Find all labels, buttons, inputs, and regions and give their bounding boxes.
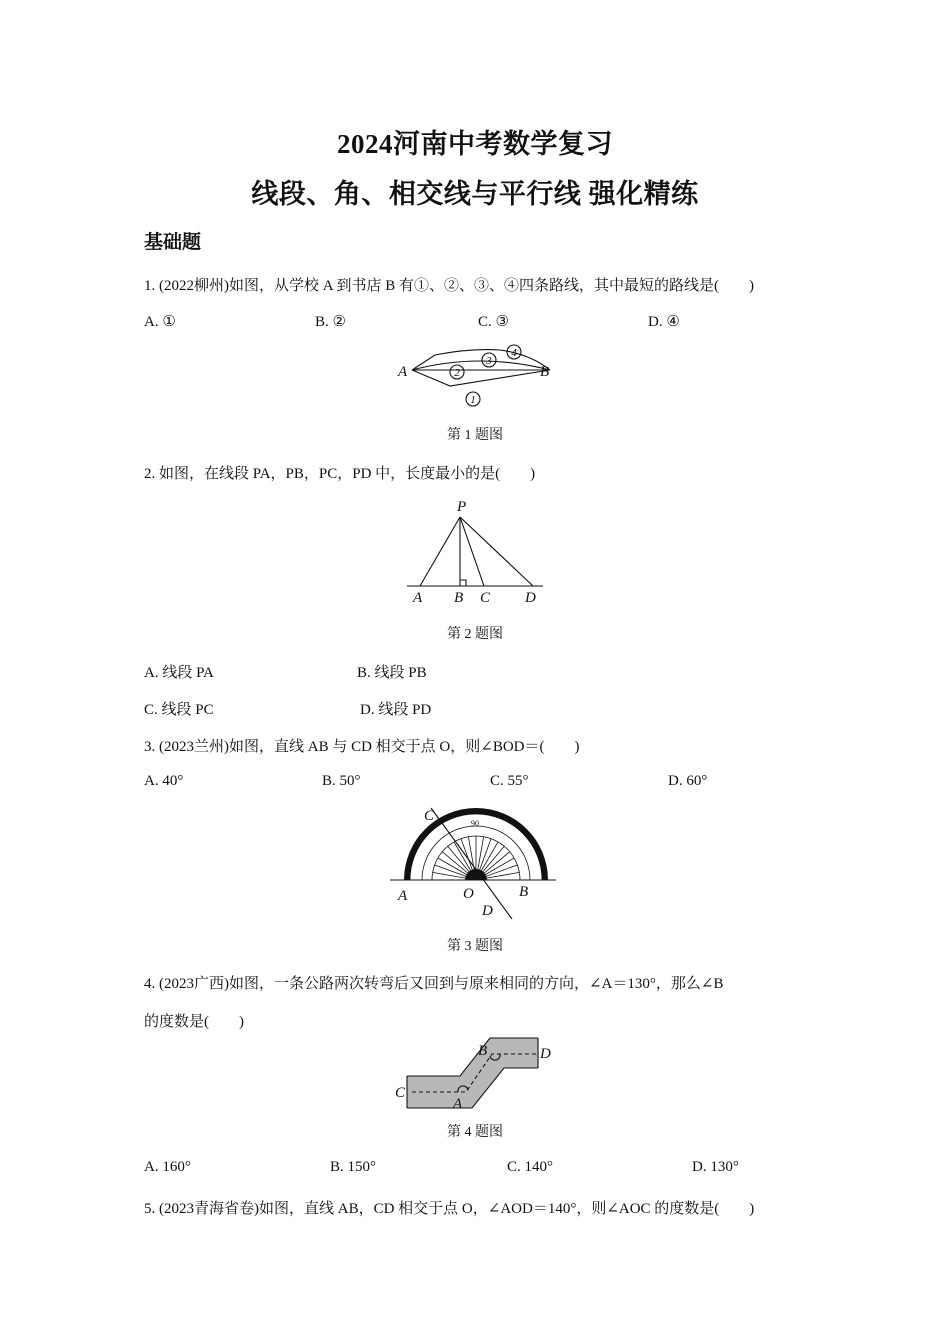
section-heading: 基础题 bbox=[144, 231, 202, 253]
figure-4-road bbox=[390, 1035, 560, 1115]
svg-text:A: A bbox=[398, 364, 408, 380]
page-subtitle: 线段、角、相交线与平行线 强化精练 bbox=[251, 179, 699, 209]
option-d[interactable]: D. ④ bbox=[648, 314, 680, 330]
svg-text:3: 3 bbox=[486, 355, 492, 367]
figure-4-caption: 第 4 题图 bbox=[447, 1125, 503, 1140]
figure-3-caption: 第 3 题图 bbox=[447, 939, 503, 954]
svg-text:D: D bbox=[540, 1046, 551, 1062]
question-number: 4. bbox=[144, 976, 156, 992]
question-4 bbox=[144, 972, 723, 993]
question-1 bbox=[144, 274, 754, 295]
figure-2-caption: 第 2 题图 bbox=[447, 627, 503, 642]
svg-text:A: A bbox=[413, 590, 423, 605]
figure-3-protractor bbox=[390, 800, 560, 920]
option-c[interactable]: C. ③ bbox=[478, 314, 509, 330]
svg-text:C: C bbox=[395, 1085, 406, 1101]
figure-1-caption: 第 1 题图 bbox=[447, 428, 503, 443]
option-c[interactable]: C. 140° bbox=[507, 1159, 554, 1175]
svg-text:D: D bbox=[482, 903, 493, 919]
question-number: 1. bbox=[144, 278, 156, 294]
question-5 bbox=[144, 1197, 754, 1218]
figure-1-routes bbox=[390, 340, 560, 415]
question-number: 2. bbox=[144, 466, 156, 482]
svg-text:B: B bbox=[454, 590, 464, 605]
option-a[interactable]: A. 160° bbox=[144, 1159, 191, 1175]
option-a[interactable]: A. 40° bbox=[144, 773, 184, 789]
question-text: 如图，在线段 PA，PB，PC，PD 中，长度最小的是( ) bbox=[159, 466, 536, 482]
svg-text:4: 4 bbox=[511, 347, 517, 359]
option-b[interactable]: B. 50° bbox=[322, 773, 361, 789]
question-text: (2022柳州)如图，从学校 A 到书店 B 有①、②、③、④四条路线，其中最短的路线是( ) bbox=[159, 278, 754, 294]
svg-text:O: O bbox=[463, 886, 474, 902]
figure-2-segments bbox=[395, 495, 555, 605]
option-d[interactable]: D. 60° bbox=[668, 773, 708, 789]
svg-text:B: B bbox=[478, 1043, 488, 1059]
question-text: (2023青海省卷)如图，直线 AB，CD 相交于点 O，∠AOD＝140°，则∠AOC 的度数是( ) bbox=[159, 1201, 755, 1217]
svg-text:D: D bbox=[525, 590, 536, 605]
option-b[interactable]: B. 150° bbox=[330, 1159, 377, 1175]
option-c[interactable]: C. 55° bbox=[490, 773, 529, 789]
question-number: 5. bbox=[144, 1201, 156, 1217]
svg-text:2: 2 bbox=[454, 367, 460, 379]
svg-text:A: A bbox=[398, 888, 408, 904]
option-a[interactable]: A. ① bbox=[144, 314, 176, 330]
option-c[interactable]: C. 线段 PC bbox=[144, 702, 214, 718]
question-text: (2023广西)如图，一条公路两次转弯后又回到与原来相同的方向，∠A＝130°，那么∠B bbox=[159, 976, 724, 992]
question-2 bbox=[144, 462, 535, 483]
option-a[interactable]: A. 线段 PA bbox=[144, 665, 214, 681]
option-b[interactable]: B. ② bbox=[315, 314, 346, 330]
svg-text:90: 90 bbox=[471, 819, 479, 828]
page-title: 2024河南中考数学复习 bbox=[337, 129, 613, 159]
svg-text:C: C bbox=[480, 590, 491, 605]
svg-text:P: P bbox=[457, 499, 467, 515]
question-4-continued: 的度数是( ) bbox=[144, 1014, 244, 1030]
svg-text:C: C bbox=[424, 808, 435, 824]
svg-text:1: 1 bbox=[470, 394, 476, 406]
option-b[interactable]: B. 线段 PB bbox=[357, 665, 427, 681]
question-3 bbox=[144, 735, 579, 756]
option-d[interactable]: D. 130° bbox=[692, 1159, 739, 1175]
question-number: 3. bbox=[144, 739, 156, 755]
question-text: (2023兰州)如图，直线 AB 与 CD 相交于点 O，则∠BOD＝( ) bbox=[159, 739, 580, 755]
svg-text:B: B bbox=[540, 364, 550, 380]
svg-text:A: A bbox=[453, 1096, 463, 1112]
svg-text:B: B bbox=[519, 884, 529, 900]
option-d[interactable]: D. 线段 PD bbox=[360, 702, 432, 718]
